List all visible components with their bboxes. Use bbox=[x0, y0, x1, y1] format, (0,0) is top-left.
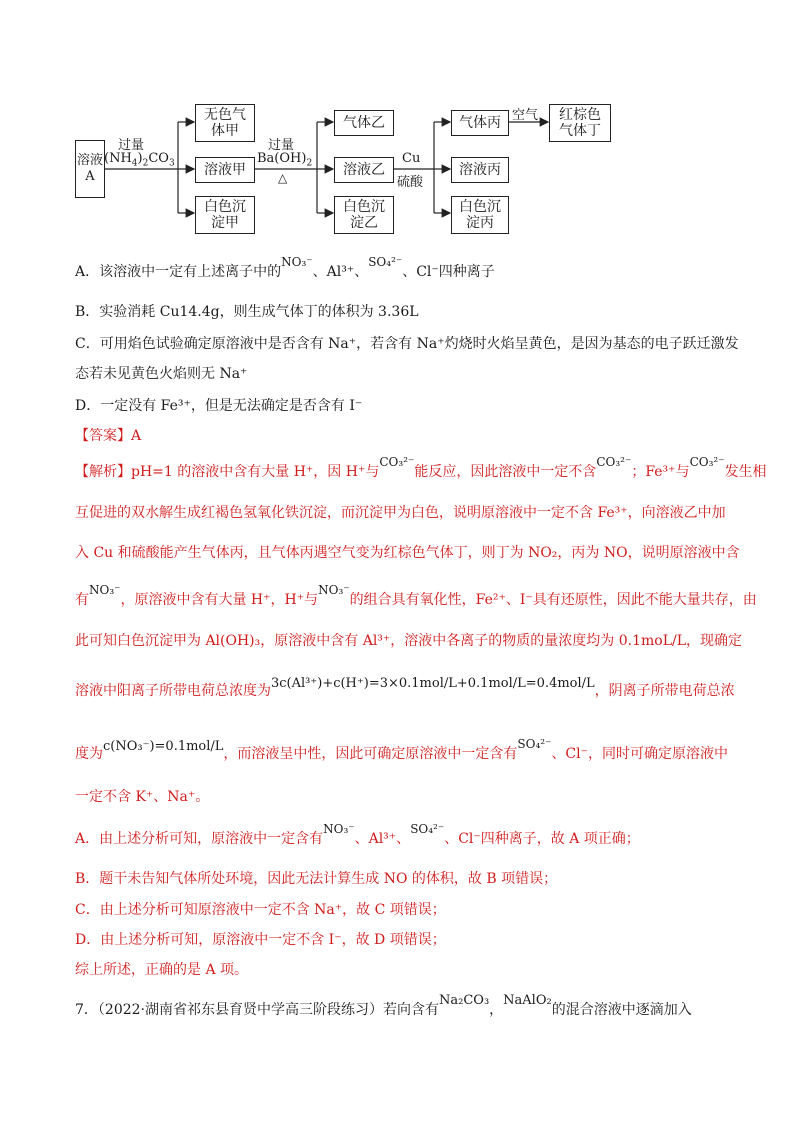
ion-co3-1: CO₃²⁻ bbox=[379, 455, 415, 469]
precipitate-bing-box bbox=[451, 196, 509, 234]
analysis-a-post: 、Cl⁻四种离子，故 A 项正确； bbox=[444, 831, 640, 847]
analysis-l1b: 能反应，因此溶液中一定不含 bbox=[414, 464, 597, 480]
analysis-l7c: 、Cl⁻，同时可确定原溶液中 bbox=[551, 746, 729, 762]
heat-symbol: △ bbox=[278, 171, 288, 185]
ion-no3-3: NO₃⁻ bbox=[318, 583, 350, 597]
analysis-line8: 一定不含 K⁺、Na⁺。 bbox=[75, 789, 210, 805]
analysis-l1c: ；Fe³⁺与 bbox=[631, 464, 690, 480]
charge-formula: 3c(Al³⁺)+c(H⁺)=3×0.1mol/L+0.1mol/L=0.4mol/L bbox=[271, 676, 595, 691]
solution-yi-box bbox=[334, 157, 394, 183]
diagram-lines bbox=[0, 0, 800, 240]
q7-sep: ， bbox=[489, 1002, 504, 1018]
solution-a-box bbox=[75, 140, 105, 198]
analysis-line5: 此可知白色沉淀甲为 Al(OH)₃，原溶液中含有 Al³⁺，溶液中各离子的物质的量浓度均为 0.1moL/L，现确定 bbox=[75, 633, 743, 649]
ion-no3-2: NO₃⁻ bbox=[89, 583, 121, 597]
analysis-option-d: D．由上述分析可知，原溶液中一定不含 I⁻，故 D 项错误； bbox=[75, 932, 446, 948]
ion-co3-3: CO₃²⁻ bbox=[689, 455, 725, 469]
reagent3-top: Cu bbox=[402, 151, 421, 166]
solution-jia-box bbox=[195, 157, 255, 183]
analysis-l6a: 溶液中阳离子所带电荷总浓度为 bbox=[75, 683, 271, 699]
precipitate-bing-label: 白色沉淀丙 bbox=[459, 199, 501, 231]
q7-pre: 7．（2022·湖南省祁东县育贤中学高三阶段练习）若向含有 bbox=[75, 1002, 439, 1018]
gas-yi-box bbox=[334, 110, 394, 136]
precipitate-yi-label: 白色沉淀乙 bbox=[343, 199, 385, 231]
option-a-pre: A．该溶液中一定有上述离子中的 bbox=[75, 264, 282, 280]
reagent2-bottom: $Ba(OH)_2$ bbox=[257, 151, 313, 169]
solution-jia-label: 溶液甲 bbox=[204, 162, 246, 178]
solution-bing-box bbox=[451, 157, 509, 183]
analysis-option-c: C．由上述分析可知原溶液中一定不含 Na⁺，故 C 项错误； bbox=[75, 902, 446, 918]
analysis-a-pre: A．由上述分析可知，原溶液中一定含有 bbox=[75, 831, 324, 847]
q7-formula-1: Na₂CO₃ bbox=[439, 993, 490, 1008]
nitrate-formula: c(NO₃⁻)=0.1mol/L bbox=[103, 739, 224, 754]
analysis-option-a bbox=[75, 822, 640, 849]
answer: 【答案】A bbox=[75, 428, 142, 444]
precipitate-jia-label: 白色沉淀甲 bbox=[204, 199, 246, 231]
analysis-option-b: B．题干未告知气体所处环境，因此无法计算生成 NO 的体积，故 B 项错误； bbox=[75, 871, 558, 887]
reagent3-bottom: 硫酸 bbox=[397, 175, 424, 190]
reagent2-top: 过量 bbox=[268, 138, 295, 153]
gas-bing-label: 气体丙 bbox=[459, 115, 501, 131]
analysis-summary: 综上所述，正确的是 A 项。 bbox=[75, 962, 249, 978]
analysis-l7a: 度为 bbox=[75, 746, 103, 762]
gas-bing-box bbox=[451, 110, 509, 136]
reagent1-top: 过量 bbox=[118, 138, 145, 153]
q7-formula-2: NaAlO₂ bbox=[503, 993, 552, 1008]
reagent1-bottom: $(NH_4)_2CO_3$ bbox=[104, 151, 175, 169]
ion-co3-2: CO₃²⁻ bbox=[596, 455, 632, 469]
analysis-line4 bbox=[75, 583, 757, 610]
ion-so4: SO₄²⁻ bbox=[368, 255, 403, 269]
solution-a-label: 溶液A bbox=[77, 153, 104, 184]
analysis-l6b: ，阴离子所带电荷总浓 bbox=[594, 683, 735, 699]
ion-so4-2: SO₄²⁻ bbox=[517, 737, 552, 751]
ion-no3: NO₃⁻ bbox=[281, 255, 313, 269]
analysis-l7b: ，而溶液呈中性，因此可确定原溶液中一定含有 bbox=[223, 746, 518, 762]
analysis-line7 bbox=[75, 737, 729, 765]
air-label: 空气 bbox=[512, 108, 539, 123]
analysis-line2: 互促进的双水解生成红褐色氢氧化铁沉淀，而沉淀甲为白色，说明原溶液中一定不含 Fe³⁺，向溶液乙中加 bbox=[75, 505, 726, 521]
analysis-l4a: 有 bbox=[75, 592, 89, 608]
analysis-l1d: 发生相 bbox=[724, 464, 767, 480]
analysis-l1a: 【解析】pH=1 的溶液中含有大量 H⁺，因 H⁺与 bbox=[75, 464, 380, 480]
analysis-line1 bbox=[75, 455, 767, 482]
gas-ding-label: 红棕色气体丁 bbox=[559, 107, 601, 139]
ion-so4-3: SO₄²⁻ bbox=[410, 822, 445, 836]
analysis-a-mid: 、Al³⁺、 bbox=[354, 831, 411, 847]
precipitate-jia-box bbox=[195, 196, 255, 234]
option-a bbox=[75, 255, 495, 282]
gas-jia-label: 无色气体甲 bbox=[204, 107, 246, 139]
option-c-line1: C．可用焰色试验确定原溶液中是否含有 Na⁺，若含有 Na⁺灼烧时火焰呈黄色，是因为基态的电子跃迁激发 bbox=[75, 336, 739, 352]
q7-post: 的混合溶液中逐滴加入 bbox=[551, 1002, 692, 1018]
gas-jia-box bbox=[195, 104, 255, 142]
gas-ding-box bbox=[549, 104, 611, 142]
ion-no3-4: NO₃⁻ bbox=[323, 822, 355, 836]
option-b: B．实验消耗 Cu14.4g，则生成气体丁的体积为 3.36L bbox=[75, 304, 419, 320]
option-a-mid: 、Al³⁺、 bbox=[312, 264, 369, 280]
option-c-line2: 态若未见黄色火焰则无 Na⁺ bbox=[75, 366, 248, 382]
solution-bing-label: 溶液丙 bbox=[459, 162, 501, 178]
option-d: D．一定没有 Fe³⁺，但是无法确定是否含有 I⁻ bbox=[75, 398, 363, 414]
analysis-l4c: 的组合具有氧化性，Fe²⁺、I⁻具有还原性，因此不能大量共存，由 bbox=[349, 592, 757, 608]
option-a-post: 、Cl⁻四种离子 bbox=[402, 264, 495, 280]
precipitate-yi-box bbox=[334, 196, 394, 234]
solution-yi-label: 溶液乙 bbox=[343, 162, 385, 178]
analysis-line3: 入 Cu 和硫酸能产生气体丙，且气体丙遇空气变为红棕色气体丁，则丁为 NO₂，丙为 NO，说明原溶液中含 bbox=[75, 545, 740, 561]
question-7 bbox=[75, 993, 692, 1021]
gas-yi-label: 气体乙 bbox=[343, 115, 385, 131]
analysis-line6 bbox=[75, 676, 735, 702]
analysis-l4b: ，原溶液中含有大量 H⁺，H⁺与 bbox=[120, 592, 319, 608]
